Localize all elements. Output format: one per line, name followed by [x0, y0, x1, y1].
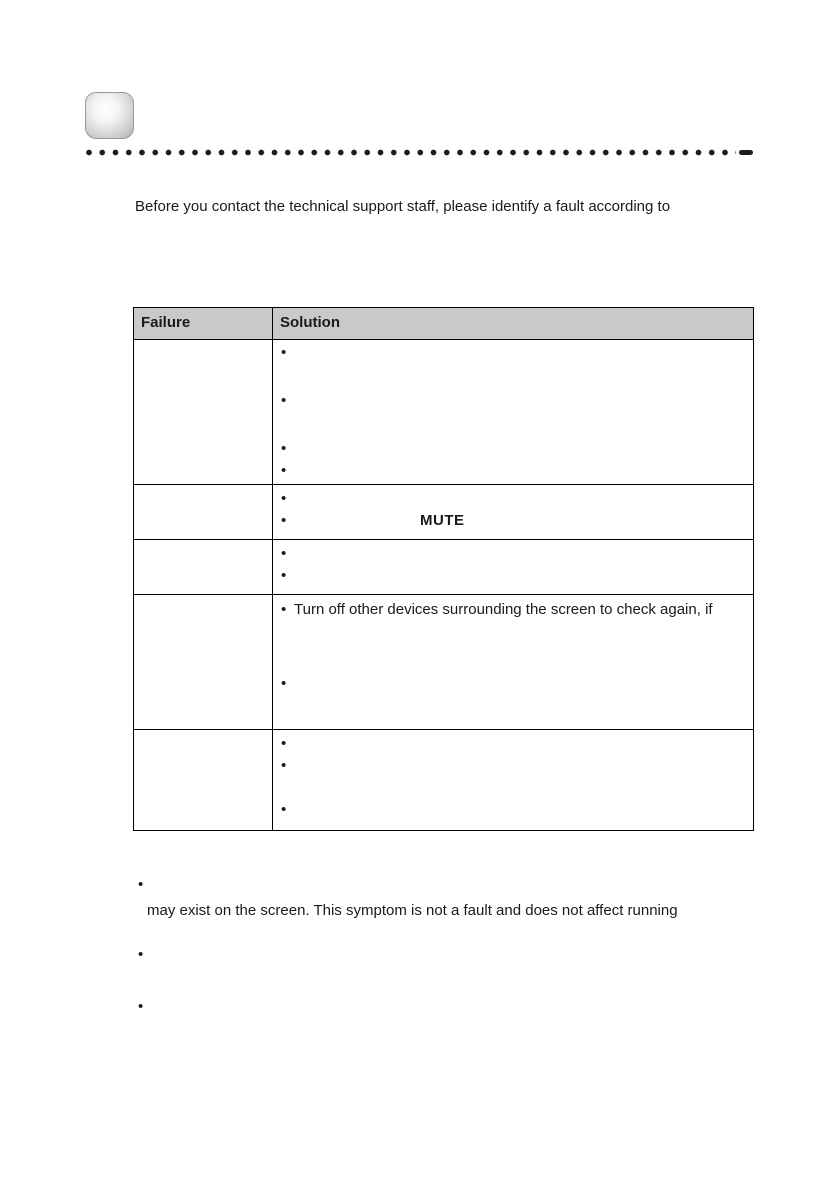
note-bullet-line — [138, 994, 758, 1020]
solution-text: Turn off other devices surrounding the screen to check again, if — [294, 601, 713, 618]
solution-bullet-item — [273, 799, 747, 821]
solution-bullet-item — [273, 565, 747, 587]
solution-bullet-item — [273, 488, 747, 510]
solution-bullet-item — [273, 543, 747, 565]
section-badge-icon — [85, 92, 134, 139]
solution-bullet-item — [273, 390, 747, 412]
dotted-separator-dots — [86, 149, 736, 156]
solution-bullet-item — [273, 673, 747, 695]
note-item — [138, 872, 758, 924]
solution-bullet-item — [273, 599, 747, 621]
failure-cell — [134, 340, 273, 485]
table-row — [134, 730, 754, 831]
solution-cell — [273, 595, 754, 730]
failure-column-header: Failure — [134, 308, 273, 340]
note-bullet-line — [138, 942, 758, 968]
solution-bullet-item — [273, 510, 747, 532]
bullet-icon: • — [281, 490, 287, 507]
table-row — [134, 540, 754, 595]
table-row — [134, 595, 754, 730]
bullet-icon: • — [281, 462, 287, 479]
bullet-icon: • — [281, 801, 287, 818]
solution-cell — [273, 540, 754, 595]
bullet-icon: • — [281, 344, 287, 361]
bullet-icon: • — [281, 512, 287, 529]
bullet-icon: • — [281, 545, 287, 562]
solution-bullet-item — [273, 755, 747, 777]
bullet-icon: • — [138, 876, 144, 893]
bullet-icon: • — [138, 998, 144, 1015]
table-header-row — [134, 308, 754, 340]
bullet-icon: • — [138, 946, 144, 963]
bullet-icon: • — [281, 440, 287, 457]
bullet-icon: • — [281, 757, 287, 774]
note-item — [138, 942, 758, 968]
troubleshooting-table — [133, 307, 754, 831]
failure-cell — [134, 595, 273, 730]
solution-cell — [273, 340, 754, 485]
bullet-icon: • — [281, 735, 287, 752]
bullet-icon: • — [281, 567, 287, 584]
bullet-icon: • — [281, 675, 287, 692]
footnotes — [138, 872, 758, 1020]
note-bullet-line — [138, 872, 758, 898]
table-row — [134, 485, 754, 540]
bullet-icon: • — [281, 392, 287, 409]
failure-cell — [134, 540, 273, 595]
solution-column-header: Solution — [273, 308, 754, 340]
solution-bullet-item — [273, 438, 747, 460]
mute-label: MUTE — [420, 512, 465, 529]
failure-cell — [134, 730, 273, 831]
note-item — [138, 994, 758, 1020]
table-row — [134, 340, 754, 485]
note-continuation: may exist on the screen. This symptom is not a fault and does not affect running — [147, 902, 678, 919]
solution-bullet-item — [273, 733, 747, 755]
dotted-separator — [86, 149, 753, 156]
solution-bullet-item — [273, 342, 747, 364]
intro-text: Before you contact the technical support staff, please identify a fault according to — [135, 198, 671, 215]
dotted-separator-end-dash — [739, 150, 753, 155]
solution-bullet-item — [273, 460, 747, 482]
solution-cell — [273, 730, 754, 831]
failure-cell — [134, 485, 273, 540]
bullet-icon: • — [281, 601, 287, 618]
solution-cell — [273, 485, 754, 540]
